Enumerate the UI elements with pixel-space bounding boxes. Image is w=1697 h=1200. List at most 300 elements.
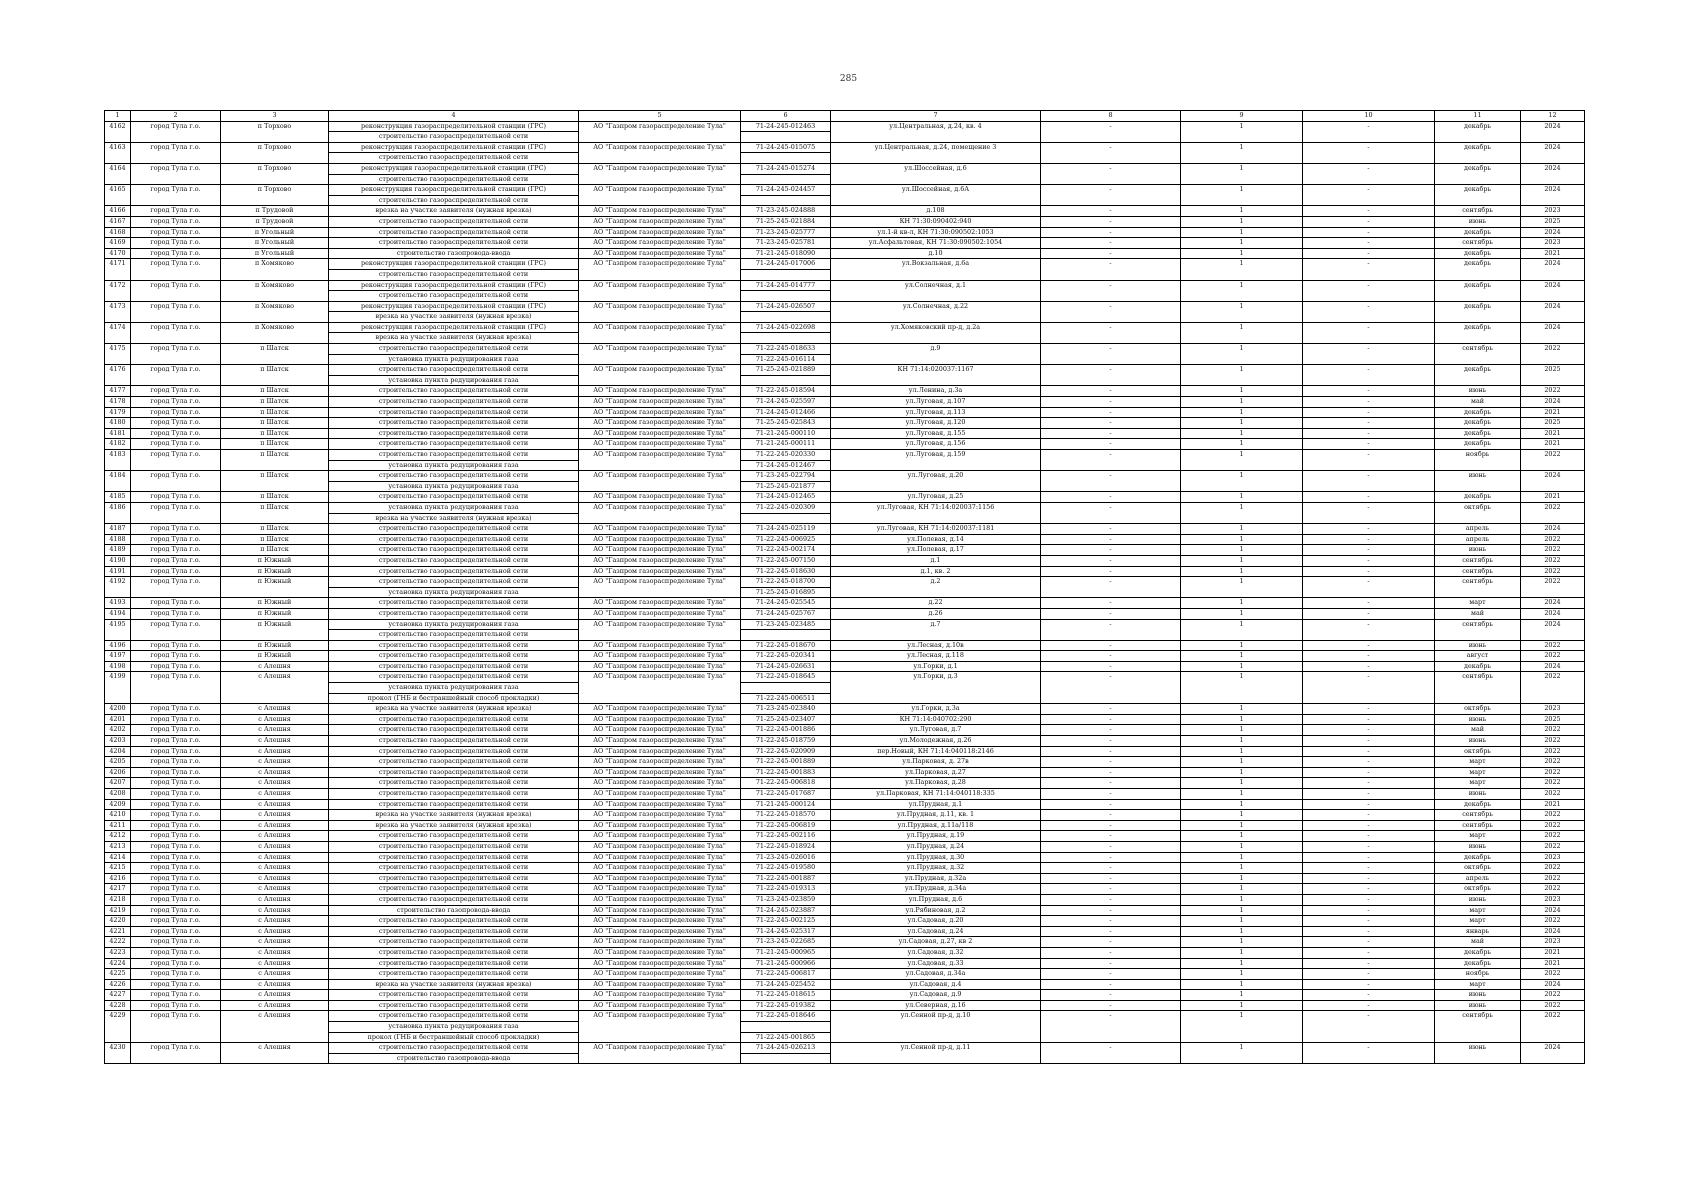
cell-row-number: 4225	[105, 969, 131, 980]
cell-col10: -	[1303, 450, 1435, 461]
cell-organization	[579, 291, 741, 302]
cell-organization	[579, 1032, 741, 1043]
cell-month	[1435, 630, 1521, 641]
cell-application-number: 71-24-245-022698	[741, 322, 831, 333]
cell-row-number: 4205	[105, 757, 131, 768]
cell-settlement: с Алешня	[221, 661, 329, 672]
cell-organization: АО "Газпром газораспределение Тула"	[579, 640, 741, 651]
cell-municipality	[131, 1032, 221, 1043]
cell-work-type: строительство газораспределительной сети	[329, 757, 579, 768]
cell-col10: -	[1303, 577, 1435, 588]
cell-settlement: п Хомяково	[221, 259, 329, 270]
table-row	[105, 269, 1585, 280]
table-row	[105, 492, 1585, 503]
cell-col10: -	[1303, 386, 1435, 397]
cell-row-number: 4206	[105, 767, 131, 778]
cell-work-type: установка пункта редуцирования газа	[329, 460, 579, 471]
cell-col8: -	[1041, 439, 1181, 450]
cell-col10: -	[1303, 365, 1435, 376]
cell-year: 2022	[1521, 534, 1585, 545]
table-row	[105, 1032, 1585, 1043]
cell-work-type: строительство газопровода-ввода	[329, 1053, 579, 1064]
cell-address: д.1	[831, 555, 1041, 566]
cell-col8: -	[1041, 301, 1181, 312]
cell-col9: 1	[1181, 492, 1303, 503]
cell-month: июнь	[1435, 714, 1521, 725]
cell-col10	[1303, 269, 1435, 280]
cell-organization: АО "Газпром газораспределение Тула"	[579, 428, 741, 439]
cell-col9: 1	[1181, 820, 1303, 831]
cell-row-number: 4175	[105, 344, 131, 355]
cell-year: 2023	[1521, 238, 1585, 249]
cell-organization: АО "Газпром газораспределение Тула"	[579, 1011, 741, 1022]
cell-row-number: 4168	[105, 227, 131, 238]
cell-municipality: город Тула г.о.	[131, 471, 221, 482]
cell-municipality: город Тула г.о.	[131, 450, 221, 461]
cell-address: ул.Горки, д.1	[831, 661, 1041, 672]
cell-municipality: город Тула г.о.	[131, 386, 221, 397]
cell-address: д.22	[831, 598, 1041, 609]
cell-month	[1435, 269, 1521, 280]
cell-col10: -	[1303, 407, 1435, 418]
cell-col10: -	[1303, 778, 1435, 789]
cell-application-number: 71-22-245-006817	[741, 969, 831, 980]
cell-settlement	[221, 683, 329, 694]
cell-col9: 1	[1181, 397, 1303, 408]
table-row	[105, 736, 1585, 747]
table-row	[105, 206, 1585, 217]
cell-col9	[1181, 312, 1303, 323]
cell-col9: 1	[1181, 206, 1303, 217]
cell-address: ул.Луговая, д.155	[831, 428, 1041, 439]
cell-year	[1521, 683, 1585, 694]
cell-col8: -	[1041, 450, 1181, 461]
cell-application-number: 71-22-245-006818	[741, 778, 831, 789]
table-row	[105, 322, 1585, 333]
cell-municipality: город Тула г.о.	[131, 322, 221, 333]
cell-settlement: п Южный	[221, 619, 329, 630]
cell-municipality: город Тула г.о.	[131, 916, 221, 927]
cell-application-number: 71-25-245-023407	[741, 714, 831, 725]
cell-col8: -	[1041, 1000, 1181, 1011]
cell-organization: АО "Газпром газораспределение Тула"	[579, 439, 741, 450]
cell-municipality: город Тула г.о.	[131, 142, 221, 153]
cell-col9: 1	[1181, 577, 1303, 588]
cell-work-type: строительство газораспределительной сети	[329, 407, 579, 418]
cell-organization	[579, 153, 741, 164]
cell-month: декабрь	[1435, 121, 1521, 132]
table-row	[105, 725, 1585, 736]
cell-row-number: 4188	[105, 534, 131, 545]
cell-row-number: 4200	[105, 704, 131, 715]
cell-municipality: город Тула г.о.	[131, 608, 221, 619]
cell-row-number	[105, 693, 131, 704]
cell-application-number: 71-22-245-018594	[741, 386, 831, 397]
cell-organization: АО "Газпром газораспределение Тула"	[579, 905, 741, 916]
cell-application-number	[741, 1053, 831, 1064]
cell-col8: -	[1041, 810, 1181, 821]
cell-application-number	[741, 269, 831, 280]
cell-year: 2022	[1521, 1011, 1585, 1022]
cell-work-type: установка пункта редуцирования газа	[329, 502, 579, 513]
cell-address: ул.Прудная, д.24	[831, 841, 1041, 852]
cell-year	[1521, 174, 1585, 185]
cell-municipality: город Тула г.о.	[131, 969, 221, 980]
cell-col8: -	[1041, 958, 1181, 969]
cell-settlement: с Алешня	[221, 873, 329, 884]
cell-col9: 1	[1181, 736, 1303, 747]
cell-col9: 1	[1181, 428, 1303, 439]
header-row	[105, 111, 1585, 122]
cell-month: октябрь	[1435, 863, 1521, 874]
cell-col8: -	[1041, 916, 1181, 927]
cell-col10: -	[1303, 651, 1435, 662]
cell-year: 2022	[1521, 651, 1585, 662]
cell-col8: -	[1041, 577, 1181, 588]
cell-col9: 1	[1181, 799, 1303, 810]
cell-application-number: 71-23-245-023840	[741, 704, 831, 715]
cell-col9: 1	[1181, 407, 1303, 418]
cell-month	[1435, 195, 1521, 206]
cell-col8: -	[1041, 767, 1181, 778]
cell-col9: 1	[1181, 344, 1303, 355]
cell-address	[831, 333, 1041, 344]
cell-row-number: 4228	[105, 1000, 131, 1011]
cell-col8	[1041, 587, 1181, 598]
cell-work-type: строительство газораспределительной сети	[329, 916, 579, 927]
cell-settlement: п Шатск	[221, 471, 329, 482]
cell-application-number	[741, 291, 831, 302]
cell-row-number	[105, 460, 131, 471]
cell-address: ул.Прудная, д.32	[831, 863, 1041, 874]
cell-application-number: 71-22-245-002116	[741, 831, 831, 842]
cell-municipality: город Тула г.о.	[131, 714, 221, 725]
cell-work-type: прокол (ГНБ и бестраншейный способ прокладки)	[329, 693, 579, 704]
cell-work-type: строительство газораспределительной сети	[329, 608, 579, 619]
cell-municipality: город Тула г.о.	[131, 163, 221, 174]
cell-address: ул.Садовая, д.27, кв 2	[831, 937, 1041, 948]
cell-col8	[1041, 132, 1181, 143]
cell-year: 2024	[1521, 121, 1585, 132]
cell-col8: -	[1041, 322, 1181, 333]
cell-settlement: п Южный	[221, 640, 329, 651]
table-row	[105, 1022, 1585, 1033]
cell-col8	[1041, 153, 1181, 164]
cell-work-type: строительство газораспределительной сети	[329, 524, 579, 535]
cell-organization: АО "Газпром газораспределение Тула"	[579, 672, 741, 683]
cell-application-number: 71-24-245-025317	[741, 926, 831, 937]
cell-year: 2022	[1521, 386, 1585, 397]
cell-address: ул.Парковая, КН 71:14:040118:335	[831, 789, 1041, 800]
cell-col8: -	[1041, 121, 1181, 132]
cell-settlement: с Алешня	[221, 820, 329, 831]
cell-col10: -	[1303, 216, 1435, 227]
cell-col10: -	[1303, 566, 1435, 577]
cell-work-type: реконструкция газораспределительной станции (ГРС)	[329, 185, 579, 196]
cell-settlement	[221, 269, 329, 280]
table-row	[105, 672, 1585, 683]
cell-col9: 1	[1181, 619, 1303, 630]
cell-application-number: 71-24-245-012467	[741, 460, 831, 471]
cell-col8: -	[1041, 206, 1181, 217]
cell-col10: -	[1303, 555, 1435, 566]
cell-month: апрель	[1435, 534, 1521, 545]
table-body	[105, 121, 1585, 1064]
cell-col10: -	[1303, 502, 1435, 513]
cell-month: декабрь	[1435, 439, 1521, 450]
cell-application-number: 71-24-245-026213	[741, 1043, 831, 1054]
cell-year: 2022	[1521, 831, 1585, 842]
cell-col10	[1303, 132, 1435, 143]
cell-row-number: 4164	[105, 163, 131, 174]
cell-application-number: 71-23-245-026016	[741, 852, 831, 863]
cell-col10: -	[1303, 873, 1435, 884]
cell-organization	[579, 375, 741, 386]
cell-municipality: город Тула г.о.	[131, 619, 221, 630]
cell-col9: 1	[1181, 672, 1303, 683]
header-cell: 7	[831, 111, 1041, 122]
cell-col8	[1041, 312, 1181, 323]
cell-settlement: п Южный	[221, 598, 329, 609]
cell-settlement	[221, 693, 329, 704]
cell-work-type: реконструкция газораспределительной станции (ГРС)	[329, 280, 579, 291]
table-row	[105, 979, 1585, 990]
cell-month	[1435, 481, 1521, 492]
cell-col8	[1041, 693, 1181, 704]
cell-organization: АО "Газпром газораспределение Тула"	[579, 365, 741, 376]
cell-address: КН 71:14:040702:290	[831, 714, 1041, 725]
cell-address: ул.Луговая, д.7	[831, 725, 1041, 736]
cell-col10: -	[1303, 259, 1435, 270]
cell-municipality: город Тула г.о.	[131, 598, 221, 609]
cell-work-type: строительство газораспределительной сети	[329, 344, 579, 355]
cell-row-number: 4227	[105, 990, 131, 1001]
cell-settlement: п Шатск	[221, 545, 329, 556]
cell-year: 2022	[1521, 736, 1585, 747]
table-row	[105, 216, 1585, 227]
table-row	[105, 947, 1585, 958]
cell-col8	[1041, 630, 1181, 641]
cell-organization: АО "Газпром газораспределение Тула"	[579, 831, 741, 842]
cell-address	[831, 481, 1041, 492]
cell-col9: 1	[1181, 640, 1303, 651]
cell-month: сентябрь	[1435, 672, 1521, 683]
cell-year: 2022	[1521, 450, 1585, 461]
cell-application-number: 71-24-245-025452	[741, 979, 831, 990]
cell-address: ул.Ленина, д.3а	[831, 386, 1041, 397]
table-row	[105, 502, 1585, 513]
cell-col10: -	[1303, 704, 1435, 715]
cell-work-type: строительство газораспределительной сети	[329, 746, 579, 757]
cell-col10: -	[1303, 725, 1435, 736]
cell-organization	[579, 132, 741, 143]
cell-col9: 1	[1181, 322, 1303, 333]
cell-row-number: 4221	[105, 926, 131, 937]
header-cell: 3	[221, 111, 329, 122]
cell-address: ул.Парковая, д.27	[831, 767, 1041, 778]
cell-col8: -	[1041, 1011, 1181, 1022]
cell-work-type: установка пункта редуцирования газа	[329, 481, 579, 492]
cell-col10: -	[1303, 746, 1435, 757]
cell-year: 2021	[1521, 248, 1585, 259]
cell-year	[1521, 1022, 1585, 1033]
cell-settlement: с Алешня	[221, 884, 329, 895]
cell-organization: АО "Газпром газораспределение Тула"	[579, 757, 741, 768]
cell-year: 2022	[1521, 778, 1585, 789]
cell-municipality: город Тула г.о.	[131, 1043, 221, 1054]
cell-col9: 1	[1181, 185, 1303, 196]
cell-organization: АО "Газпром газораспределение Тула"	[579, 725, 741, 736]
cell-municipality	[131, 354, 221, 365]
cell-settlement: п Южный	[221, 608, 329, 619]
cell-row-number: 4216	[105, 873, 131, 884]
cell-application-number: 71-22-245-001887	[741, 873, 831, 884]
cell-municipality	[131, 683, 221, 694]
cell-col10: -	[1303, 990, 1435, 1001]
cell-work-type: реконструкция газораспределительной станции (ГРС)	[329, 121, 579, 132]
cell-settlement	[221, 312, 329, 323]
cell-month: ноябрь	[1435, 969, 1521, 980]
cell-col9	[1181, 1032, 1303, 1043]
cell-row-number: 4223	[105, 947, 131, 958]
cell-row-number: 4226	[105, 979, 131, 990]
cell-month	[1435, 513, 1521, 524]
cell-month: июнь	[1435, 841, 1521, 852]
cell-year: 2024	[1521, 259, 1585, 270]
cell-organization: АО "Газпром газораспределение Тула"	[579, 142, 741, 153]
cell-row-number	[105, 333, 131, 344]
cell-row-number	[105, 132, 131, 143]
cell-col9: 1	[1181, 937, 1303, 948]
cell-application-number: 71-25-245-021889	[741, 365, 831, 376]
cell-col8: -	[1041, 841, 1181, 852]
cell-address: д.9	[831, 344, 1041, 355]
cell-municipality: город Тула г.о.	[131, 958, 221, 969]
table-row	[105, 799, 1585, 810]
cell-row-number: 4170	[105, 248, 131, 259]
cell-address: ул.Центральная, д.24, помещение 3	[831, 142, 1041, 153]
cell-organization: АО "Газпром газораспределение Тула"	[579, 280, 741, 291]
cell-municipality	[131, 630, 221, 641]
cell-col10: -	[1303, 958, 1435, 969]
cell-month: октябрь	[1435, 884, 1521, 895]
cell-col10: -	[1303, 238, 1435, 249]
cell-application-number: 71-23-245-024888	[741, 206, 831, 217]
cell-col9: 1	[1181, 555, 1303, 566]
cell-address: ул.Солнечная, д.22	[831, 301, 1041, 312]
cell-work-type: строительство газораспределительной сети	[329, 365, 579, 376]
table-row	[105, 831, 1585, 842]
cell-col10	[1303, 587, 1435, 598]
cell-work-type: строительство газораспределительной сети	[329, 269, 579, 280]
cell-month	[1435, 333, 1521, 344]
cell-settlement: п Хомяково	[221, 280, 329, 291]
cell-application-number: 71-21-245-000110	[741, 428, 831, 439]
cell-organization: АО "Газпром газораспределение Тула"	[579, 121, 741, 132]
cell-application-number: 71-22-245-017687	[741, 789, 831, 800]
cell-application-number: 71-22-245-018700	[741, 577, 831, 588]
cell-work-type: строительство газораспределительной сети	[329, 799, 579, 810]
cell-application-number: 71-25-245-021884	[741, 216, 831, 227]
cell-work-type: врезка на участке заявителя (нужная врезка)	[329, 704, 579, 715]
cell-address	[831, 587, 1041, 598]
cell-application-number: 71-24-245-014777	[741, 280, 831, 291]
cell-month: июнь	[1435, 1043, 1521, 1054]
table-row	[105, 661, 1585, 672]
cell-month: декабрь	[1435, 947, 1521, 958]
cell-municipality: город Тула г.о.	[131, 990, 221, 1001]
cell-row-number: 4180	[105, 418, 131, 429]
cell-col8: -	[1041, 725, 1181, 736]
table-row	[105, 280, 1585, 291]
cell-month: май	[1435, 397, 1521, 408]
cell-year: 2021	[1521, 799, 1585, 810]
cell-col8: -	[1041, 969, 1181, 980]
cell-col8: -	[1041, 884, 1181, 895]
cell-settlement: с Алешня	[221, 947, 329, 958]
cell-col10: -	[1303, 1011, 1435, 1022]
cell-work-type: строительство газораспределительной сети	[329, 216, 579, 227]
cell-month: сентябрь	[1435, 577, 1521, 588]
cell-organization: АО "Газпром газораспределение Тула"	[579, 555, 741, 566]
table-row	[105, 555, 1585, 566]
table-row	[105, 428, 1585, 439]
cell-col8: -	[1041, 428, 1181, 439]
cell-settlement: с Алешня	[221, 1000, 329, 1011]
cell-municipality: город Тула г.о.	[131, 534, 221, 545]
cell-address: д.2	[831, 577, 1041, 588]
cell-month: март	[1435, 905, 1521, 916]
cell-settlement: п Шатск	[221, 502, 329, 513]
cell-year: 2024	[1521, 301, 1585, 312]
cell-settlement	[221, 587, 329, 598]
cell-organization: АО "Газпром газораспределение Тула"	[579, 238, 741, 249]
cell-col9	[1181, 174, 1303, 185]
cell-month	[1435, 1053, 1521, 1064]
cell-row-number	[105, 153, 131, 164]
cell-work-type: строительство газораспределительной сети	[329, 577, 579, 588]
cell-work-type: установка пункта редуцирования газа	[329, 619, 579, 630]
cell-col9: 1	[1181, 863, 1303, 874]
cell-month: июнь	[1435, 216, 1521, 227]
cell-address: ул.Садовая, д.20	[831, 916, 1041, 927]
cell-month: март	[1435, 979, 1521, 990]
cell-work-type: строительство газораспределительной сети	[329, 492, 579, 503]
cell-application-number	[741, 513, 831, 524]
cell-col10: -	[1303, 894, 1435, 905]
cell-settlement: п Торхово	[221, 121, 329, 132]
cell-municipality: город Тула г.о.	[131, 640, 221, 651]
cell-work-type: строительство газораспределительной сети	[329, 397, 579, 408]
cell-settlement: с Алешня	[221, 831, 329, 842]
cell-application-number: 71-22-245-018646	[741, 1011, 831, 1022]
cell-address: ул.Луговая, д.120	[831, 418, 1041, 429]
cell-row-number: 4199	[105, 672, 131, 683]
cell-work-type: строительство газораспределительной сети	[329, 174, 579, 185]
cell-row-number: 4209	[105, 799, 131, 810]
cell-month: сентябрь	[1435, 820, 1521, 831]
cell-col9	[1181, 587, 1303, 598]
cell-settlement: с Алешня	[221, 1011, 329, 1022]
cell-application-number: 71-24-245-012463	[741, 121, 831, 132]
cell-application-number: 71-24-245-012465	[741, 492, 831, 503]
cell-year: 2022	[1521, 577, 1585, 588]
cell-organization: АО "Газпром газораспределение Тула"	[579, 471, 741, 482]
cell-organization: АО "Газпром газораспределение Тула"	[579, 577, 741, 588]
cell-application-number: 71-22-245-016114	[741, 354, 831, 365]
cell-row-number	[105, 354, 131, 365]
cell-work-type: строительство газораспределительной сети	[329, 926, 579, 937]
